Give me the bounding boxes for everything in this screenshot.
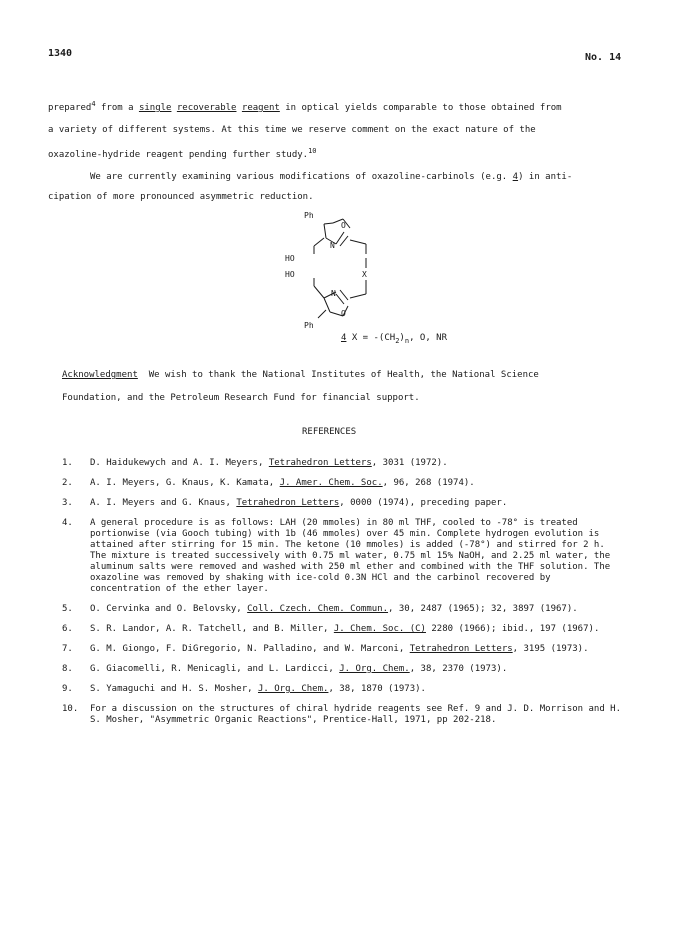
text-span: A. I. Meyers, G. Knaus, K. Kamata, <box>90 478 280 488</box>
caption-subscript: n <box>404 336 410 345</box>
references-heading: REFERENCES <box>302 427 357 437</box>
text-span: G. Giacomelli, R. Menicagli, and L. Lardicci, <box>90 664 340 674</box>
reference-number: 9. <box>62 684 73 694</box>
reference-item <box>62 704 622 726</box>
text-span: O. Cervinka and O. Belovsky, <box>90 604 248 614</box>
text-span: from a <box>95 103 139 113</box>
acknowledgment-title: Acknowledgment <box>62 370 138 380</box>
references-list <box>62 458 622 726</box>
reference-item <box>62 518 622 595</box>
reference-text: A general procedure is as follows: LAH (20 mmoles) in 80 ml THF, cooled to -78° is treated portionwise (via Gooch tubing) with 1b (46 mmoles) over 45 min. Complete hydrogen evolution is attained after stirring for 15 min. The ketone (10 mmoles) is added (-78°) and stirred for 2 h. The mixture is treated successively with 0.75 ml water, 0.75 ml 15% NaOH, and 2.25 ml water, the aluminum salts were removed and washed with 250 ml ether and combined with the THF solution. The oxazoline was removed by shaking with ice-cold 0.3N HCl and the carbinol recovered by concentration of the ether layer. <box>90 518 611 594</box>
text-span: D. Haidukewych and A. I. Meyers, <box>90 458 269 468</box>
reference-text <box>90 684 622 695</box>
reference-item <box>62 644 622 655</box>
journal-name: Tetrahedron Letters <box>409 644 513 654</box>
reference-item <box>62 624 622 635</box>
acknowledgment-line-2: Foundation, and the Petroleum Research Fund for financial support. <box>62 393 420 403</box>
reference-number: 1. <box>62 458 73 468</box>
reference-number: 4. <box>62 518 73 528</box>
paragraph-1-line-1 <box>48 98 562 114</box>
reference-text: For a discussion on the structures of chiral hydride reagents see Ref. 9 and J. D. Morrison and H. S. Mosher, "Asymmetric Organic Reactions", Prentice-Hall, 1971, pp 202-218. <box>90 704 622 725</box>
o-bottom-label: O <box>341 309 346 318</box>
reference-text <box>90 604 622 615</box>
n-bottom-label: N <box>331 289 336 298</box>
ph-top-label: Ph <box>304 211 314 220</box>
text-span: in optical yields comparable to those obtained from <box>279 103 562 113</box>
text-span: , 0000 (1974), preceding paper. <box>339 498 508 508</box>
acknowledgment-line-1 <box>62 369 539 381</box>
text-span: , 38, 1870 (1973). <box>328 684 426 694</box>
journal-name: J. Org. Chem. <box>257 684 329 694</box>
reference-text <box>90 644 622 655</box>
text-span: A. I. Meyers and G. Knaus, <box>90 498 237 508</box>
text-span: , 30, 2487 (1965); 32, 3897 (1967). <box>388 604 578 614</box>
page-number: 1340 <box>48 48 73 59</box>
journal-name: Tetrahedron Letters <box>268 458 372 468</box>
ph-bottom-label: Ph <box>304 321 314 330</box>
acknowledgment-text: We wish to thank the National Institutes of Health, the National Science <box>148 370 539 380</box>
text-span: , 3031 (1972). <box>371 458 448 468</box>
reference-text <box>90 664 622 675</box>
text-span: 2280 (1966); ibid., 197 (1967). <box>425 624 600 634</box>
text-span: S. R. Landor, A. R. Tatchell, and B. Miller, <box>90 624 334 634</box>
text-span: prepared <box>48 103 92 113</box>
compound-number: 4 <box>341 333 347 343</box>
underlined-word: reagent <box>241 103 280 113</box>
reference-text <box>90 478 622 489</box>
reference-text <box>90 624 622 635</box>
compound-ref: 4 <box>512 172 519 182</box>
text-span: , 38, 2370 (1973). <box>409 664 508 674</box>
journal-name: Tetrahedron Letters <box>236 498 340 508</box>
caption-text: , O, NR <box>409 333 447 343</box>
reference-item <box>62 604 622 615</box>
reference-number: 6. <box>62 624 73 634</box>
reference-number: 10. <box>62 704 79 714</box>
text-span: S. Yamaguchi and H. S. Mosher, <box>90 684 258 694</box>
reference-number: 8. <box>62 664 73 674</box>
reference-item <box>62 664 622 675</box>
text-span: oxazoline-hydride reagent pending further study. <box>48 150 309 160</box>
structure-caption: 4 $X = -(CH_2)_n$, O, NR <box>341 333 447 345</box>
reference-number: 3. <box>62 498 73 508</box>
journal-name: J. Chem. Soc. (C) <box>333 624 426 634</box>
journal-issue: No. 14 <box>585 52 622 63</box>
reference-item <box>62 478 622 489</box>
reference-number: 5. <box>62 604 73 614</box>
text-span: We are currently examining various modifications of oxazoline-carbinols (e.g. <box>90 172 513 182</box>
journal-name: J. Amer. Chem. Soc. <box>279 478 383 488</box>
underlined-word: recoverable <box>176 103 237 113</box>
chemical-structure <box>268 206 468 356</box>
x-label: X <box>362 270 367 279</box>
reference-text <box>90 458 622 469</box>
reference-item <box>62 498 622 509</box>
underlined-word: single <box>138 103 172 113</box>
paragraph-2-line-2: cipation of more pronounced asymmetric reduction. <box>48 192 314 202</box>
journal-name: Coll. Czech. Chem. Commun. <box>247 604 389 614</box>
reference-text <box>90 498 622 509</box>
text-span: G. M. Giongo, F. DiGregorio, N. Palladino, and W. Marconi, <box>90 644 410 654</box>
footnote-ref: 4 <box>91 100 96 108</box>
ho-top-label: HO <box>285 254 295 263</box>
caption-text: X = -(CH <box>346 333 396 343</box>
reference-item <box>62 684 622 695</box>
ho-bottom-label: HO <box>285 270 295 279</box>
reference-item <box>62 458 622 469</box>
text-span: , 96, 268 (1974). <box>382 478 475 488</box>
text-span: , 3195 (1973). <box>512 644 589 654</box>
paragraph-1-line-2: a variety of different systems. At this time we reserve comment on the exact nature of the <box>48 125 536 135</box>
paragraph-2-line-1 <box>90 171 572 183</box>
footnote-ref: 10 <box>308 147 317 155</box>
text-span: ) in anti- <box>518 172 573 182</box>
journal-name: J. Org. Chem. <box>339 664 410 674</box>
n-top-label: N <box>330 241 335 250</box>
reference-number: 2. <box>62 478 73 488</box>
paragraph-1-line-3 <box>48 145 317 161</box>
caption-subscript: 2 <box>395 336 400 345</box>
o-top-label: O <box>341 221 346 230</box>
reference-number: 7. <box>62 644 73 654</box>
